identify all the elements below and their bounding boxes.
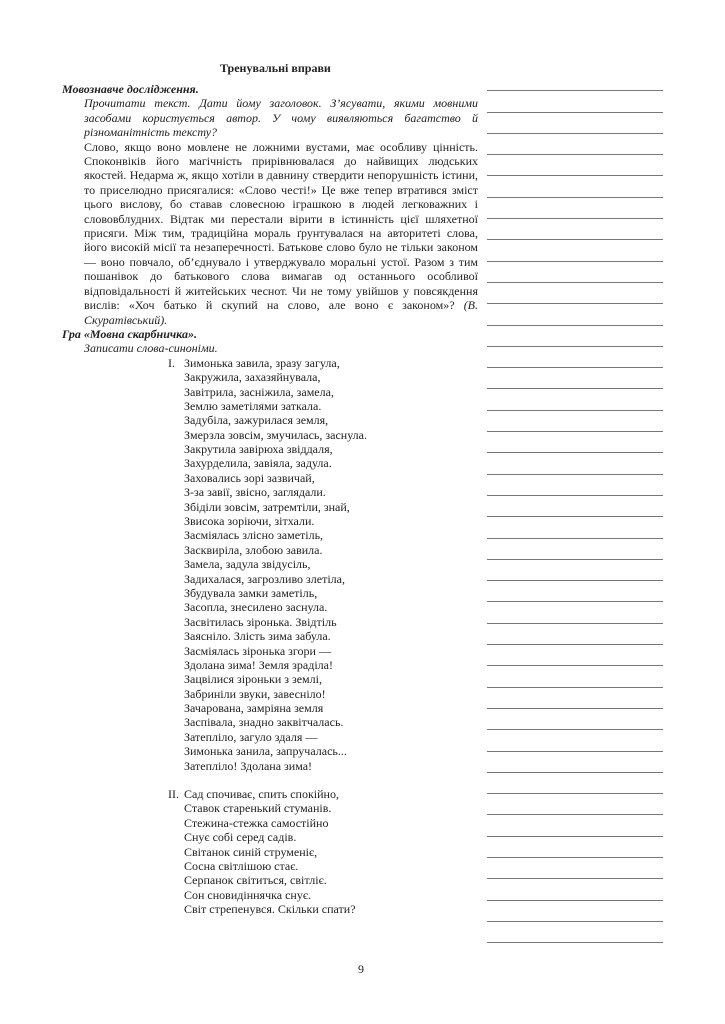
- poem-line-text: Зимонька завила, зразу загула,: [184, 355, 340, 370]
- writing-line: [487, 517, 663, 538]
- writing-line: [487, 91, 663, 112]
- instruction-game: Записати слова-синоніми.: [84, 341, 218, 356]
- poem-line-text: Стежина-стежка самостійно: [184, 815, 329, 830]
- poem-line-text: Задихалася, загрозливо злетіла,: [184, 571, 345, 586]
- writing-line: [487, 602, 663, 623]
- research-text: [62, 140, 478, 327]
- poem-line-text: Сад спочиває, спить спокійно,: [184, 787, 339, 802]
- poem-line: [168, 428, 478, 442]
- poem-line: [168, 615, 478, 629]
- poem-1: [62, 356, 478, 773]
- instruction-research: Прочитати текст. Дати йому заголовок. З’ясувати, якими мовними засобами користується автор. У чому виявляються багатство й різноманітність тексту?: [84, 96, 478, 140]
- poem-line-text: Заспівала, знадно заквітчалась.: [184, 715, 344, 730]
- poem-line: [168, 600, 478, 614]
- writing-line: [487, 666, 663, 687]
- writing-line: [487, 155, 663, 176]
- poem-line-text: З-за завії, звісно, заглядали.: [184, 485, 326, 500]
- poem-line: [168, 816, 478, 830]
- writing-line: [487, 347, 663, 368]
- writing-line: [487, 922, 663, 943]
- poem-line: [168, 557, 478, 571]
- poem-line-text: Збудувала замки заметіль,: [184, 585, 318, 600]
- main-content: [62, 82, 478, 917]
- poem-line-text: Зачарована, замріяна земля: [184, 701, 324, 716]
- poem-line-text: Зацвілися зіроньки з землі,: [184, 672, 322, 687]
- poem-line: [168, 859, 478, 873]
- writing-line: [487, 879, 663, 900]
- poem-line: [168, 629, 478, 643]
- writing-line: [487, 901, 663, 922]
- poem-line: [168, 456, 478, 470]
- writing-line: [487, 453, 663, 474]
- poem-line: [168, 658, 478, 672]
- writing-line: [487, 219, 663, 240]
- poem-line-text: Заясніло. Злість зима забула.: [184, 629, 331, 644]
- poem-line-text: Зимонька занила, запручалась...: [184, 744, 347, 759]
- poem-line: [168, 873, 478, 887]
- writing-line: [487, 794, 663, 815]
- poem-line-text: Здолана зима! Земля зраділа!: [184, 657, 333, 672]
- writing-line: [487, 645, 663, 666]
- poem-number: I.: [168, 355, 175, 370]
- poem-line-text: Завітрила, засніжила, замела,: [184, 384, 334, 399]
- page-number: 9: [358, 962, 364, 976]
- poem-line-text: Снує собі серед садів.: [184, 830, 297, 845]
- writing-line: [487, 240, 663, 261]
- writing-lines: [487, 70, 663, 943]
- writing-line: [487, 624, 663, 645]
- page-title: Тренувальні вправи: [220, 61, 331, 75]
- poem-line-text: Засміялась зіронька згори —: [184, 643, 331, 658]
- poem-line: [168, 485, 478, 499]
- poem-line-text: Збіділи зовсім, затремтіли, знай,: [184, 499, 350, 514]
- poem-line-text: Змерзла зовсім, змучилась, заснула.: [184, 427, 367, 442]
- writing-line: [487, 752, 663, 773]
- writing-line: [487, 389, 663, 410]
- poem-number: II.: [168, 787, 179, 802]
- writing-line: [487, 837, 663, 858]
- writing-line: [487, 262, 663, 283]
- writing-line: [487, 709, 663, 730]
- poem-line: [168, 730, 478, 744]
- section-heading-game: Гра «Мовна скарбничка».: [62, 326, 197, 341]
- poem-line: [168, 845, 478, 859]
- poem-line: [168, 528, 478, 542]
- poem-line-text: Затепліло! Здолана зима!: [184, 758, 313, 773]
- poem-line-text: Звисока зоріючи, зітхали.: [184, 514, 315, 529]
- poem-line: [168, 471, 478, 485]
- poem-line: [168, 385, 478, 399]
- poem-line-text: Сосна світлішою стає.: [184, 859, 299, 873]
- writing-line: [487, 411, 663, 432]
- poem-line-text: Заховались зорі зазвичай,: [184, 470, 315, 485]
- poem-line: [168, 356, 478, 370]
- writing-line: [487, 858, 663, 879]
- writing-line: [487, 134, 663, 155]
- poem-line-text: Землю заметілями заткала.: [184, 398, 322, 413]
- poem-line: [168, 744, 478, 758]
- poem-line-text: Сон сновидіннячка снує.: [184, 887, 311, 902]
- poem-line: [168, 715, 478, 729]
- writing-line: [487, 730, 663, 751]
- poem-line: [168, 572, 478, 586]
- writing-line: [487, 113, 663, 134]
- poem-line-text: Світанок синій струменіє,: [184, 844, 318, 859]
- writing-line: [487, 688, 663, 709]
- research-text-source: (В. Скуратівський).: [84, 298, 479, 327]
- writing-line: [487, 326, 663, 347]
- poem-line: [168, 543, 478, 557]
- poem-line-text: Засопла, знесилено заснула.: [184, 600, 328, 615]
- poem-line: [168, 399, 478, 413]
- poem-line: [168, 830, 478, 844]
- poem-line-text: Замела, задула звідусіль,: [184, 557, 311, 572]
- poem-line: [168, 500, 478, 514]
- poem-line: [168, 672, 478, 686]
- poem-line: [168, 586, 478, 600]
- poem-line: [168, 902, 478, 916]
- poem-line: [168, 442, 478, 456]
- writing-line: [487, 70, 663, 91]
- poem-line: [168, 687, 478, 701]
- writing-line: [487, 176, 663, 197]
- poem-line: [168, 370, 478, 384]
- writing-line: [487, 581, 663, 602]
- poem-line-text: Затепліло, загуло здаля —: [184, 729, 318, 744]
- writing-line: [487, 304, 663, 325]
- writing-line: [487, 198, 663, 219]
- poem-line-text: Захурделила, завіяла, задула.: [184, 456, 332, 471]
- writing-line: [487, 539, 663, 560]
- poem-line-text: Світ стрепенувся. Скільки спати?: [184, 902, 356, 917]
- writing-line: [487, 368, 663, 389]
- poem-line-text: Закружила, захазяйнувала,: [184, 370, 321, 385]
- poem-line: [168, 759, 478, 773]
- poem-2: [62, 787, 478, 917]
- poem-line-text: Засміялась злісно заметіль,: [184, 528, 324, 543]
- poem-line-text: Серпанок світиться, світліє.: [184, 873, 327, 888]
- poem-line-text: Засвітилась зіронька. Звідтіль: [184, 614, 337, 629]
- poem-line-text: Забриніли звуки, завесніло!: [184, 686, 326, 701]
- poem-line: [168, 701, 478, 715]
- poem-line: [168, 801, 478, 815]
- poem-line: [168, 787, 478, 801]
- poem-line-text: Ставок старенький стуманів.: [184, 801, 332, 816]
- poem-line: [168, 514, 478, 528]
- writing-line: [487, 283, 663, 304]
- poem-line: [168, 413, 478, 427]
- writing-line: [487, 432, 663, 453]
- writing-line: [487, 496, 663, 517]
- writing-line: [487, 475, 663, 496]
- research-text-body: Слово, якщо воно мовлене не ложними вустами, має особливу цінність. Споконвіків його магічність прирівнювалася до найвищих людських якостей. Недарма ж, якщо хотіли в давнину ствердити непорушність істини, то приселюдно присягалися: «Слово честі!» Це вже тепер втратився зміст цього вислову, бо ставав словесною іграшкою в людей легковажних і слововблудних. Відтак ми перестали вірити в істинність цієї шляхетної присяги. Між тим, традиційна мораль ґрунтувалася на авторитеті слова, його високій місії та незаперечності. Батькове слово було не тільки законом — воно повчало, об’єднувало і утверджувало моральні устої. Разом з тим пошанівок до батькового слова вимагав од останнього особливої відповідальності й житейських чеснот. Чи не тому увійшов у повсякдення вислів: «Хоч батько й скупий на слово, але воно є законом»?: [84, 139, 478, 313]
- poem-line-text: Засквиріла, злобою завила.: [184, 542, 323, 557]
- writing-line: [487, 815, 663, 836]
- writing-line: [487, 560, 663, 581]
- poem-line: [168, 888, 478, 902]
- poem-line: [168, 644, 478, 658]
- writing-line: [487, 773, 663, 794]
- poem-line-text: Задубіла, зажурилася земля,: [184, 413, 329, 428]
- section-heading-research: Мовознавче дослідження.: [62, 82, 199, 96]
- poem-line-text: Закрутила завірюха звіддаля,: [184, 442, 333, 457]
